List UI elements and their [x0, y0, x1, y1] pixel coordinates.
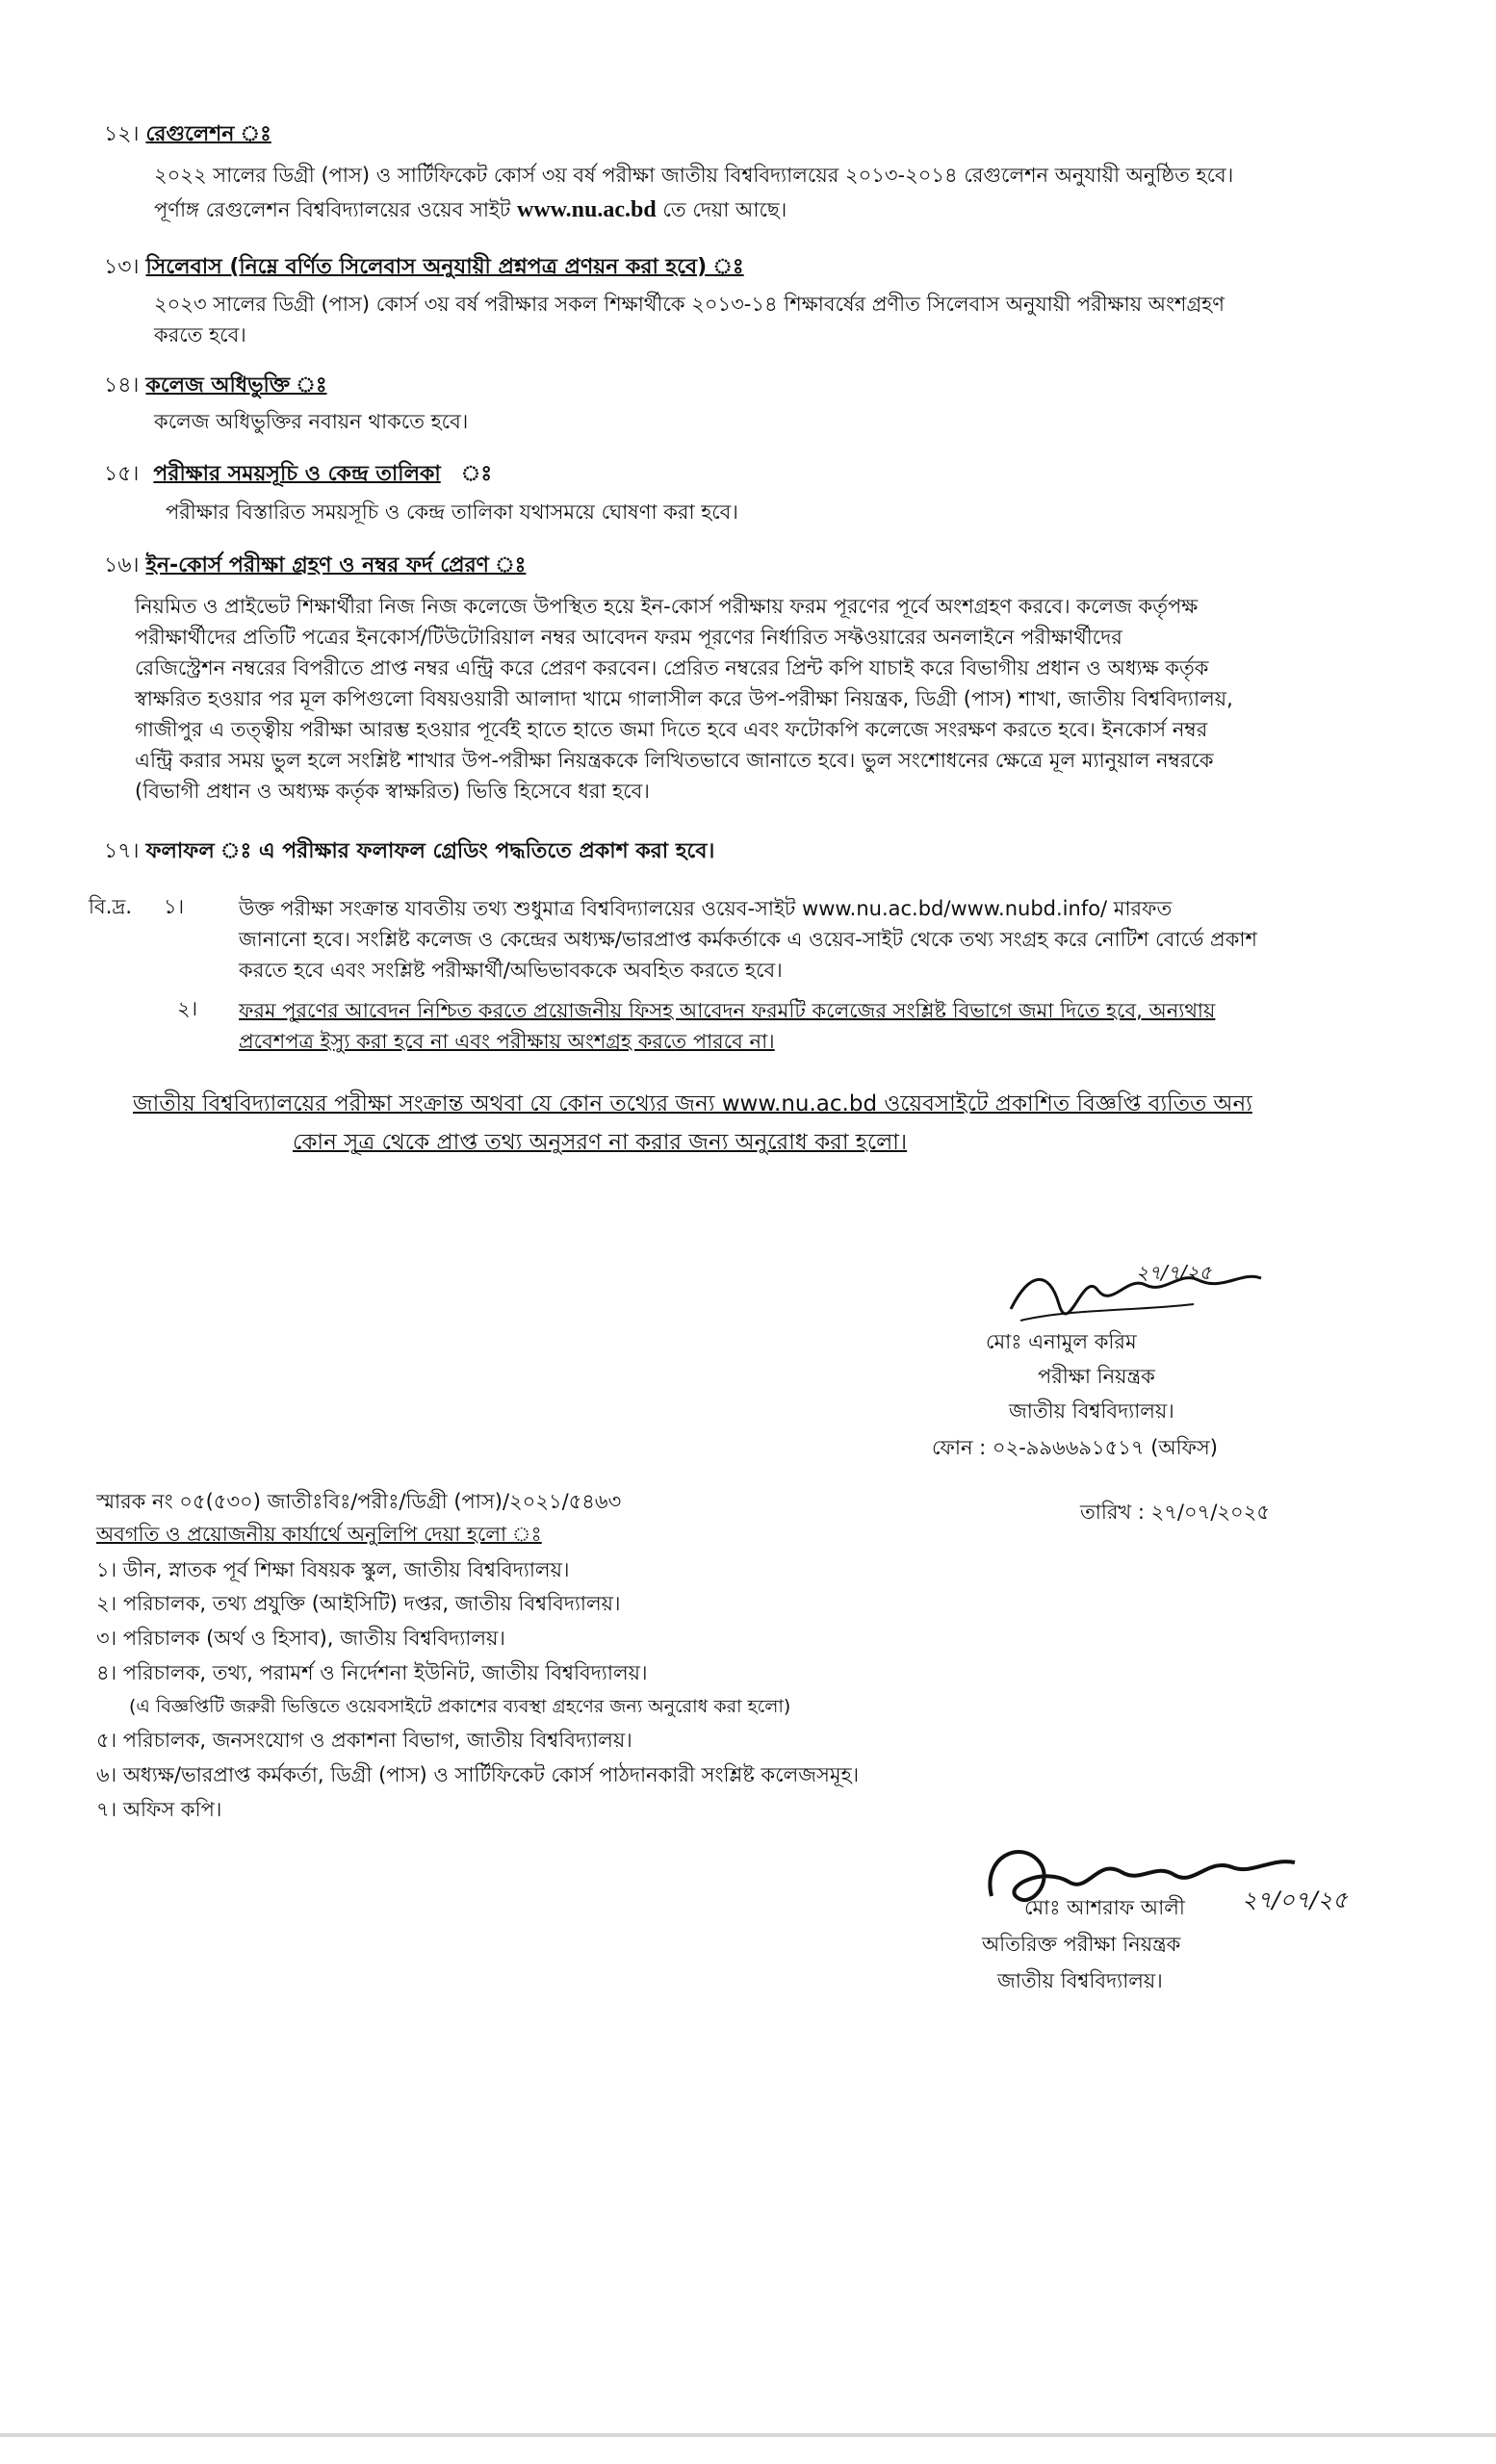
signature-2-date: ২৭/০৭/২৫	[1242, 1886, 1348, 1913]
section-number: ১৩।	[104, 255, 140, 279]
cc-item-3: ৩। পরিচালক (অর্থ ও হিসাব), জাতীয় বিশ্ববিদ্যালয়।	[96, 1627, 505, 1650]
note-1-line-1: উক্ত পরীক্ষা সংক্রান্ত যাবতীয় তথ্য শুধুমাত্র বিশ্ববিদ্যালয়ের ওয়েব-সাইট www.nu.ac.bd/www.nubd.info/ মারফত	[239, 897, 1173, 920]
signatory-1-phone: ফোন : ০২-৯৯৬৬৯১৫১৭ (অফিস)	[932, 1436, 1219, 1459]
note-1-line-3: করতে হবে এবং সংশ্লিষ্ট পরীক্ষার্থী/অভিভাবককে অবহিত করতে হবে।	[239, 959, 783, 982]
section-number: ১৭।	[104, 839, 140, 863]
section-number: ১৪।	[104, 373, 140, 398]
section-16-line-5: গাজীপুর এ তত্ত্বীয় পরীক্ষা আরম্ভ হওয়ার পূর্বেই হাতে হাতে জমা দিতে হবে এবং ফটোকপি কলেজে সংরক্ষণ করতে হবে। ইনকোর্স নম্বর	[135, 718, 1208, 741]
cc-item-7: ৭। অফিস কপি।	[96, 1798, 222, 1821]
section-16-line-4: স্বাক্ষরিত হওয়ার পর মূল কপিগুলো বিষয়ওয়ারী আলাদা খামে গালাসীল করে উপ-পরীক্ষা নিয়ন্ত্রক, ডিগ্রী (পাস) শাখা, জাতীয় বিশ্ববিদ্যালয়,	[135, 687, 1233, 710]
note-1-line-2: জানানো হবে। সংশ্লিষ্ট কলেজ ও কেন্দ্রের অধ্যক্ষ/ভারপ্রাপ্ত কর্মকর্তাকে এ ওয়েব-সাইট থেকে তথ্য সংগ্রহ করে নোটিশ বোর্ডে প্রকাশ	[239, 928, 1257, 951]
signatory-1-org: জাতীয় বিশ্ববিদ্যালয়।	[1009, 1399, 1174, 1423]
section-12-line-2	[154, 196, 787, 224]
section-16-line-7: (বিভাগী প্রধান ও অধ্যক্ষ কর্তৃক স্বাক্ষরিত) ভিত্তি হিসেবে ধরা হবে।	[135, 780, 650, 803]
note-1-number: ১।	[164, 895, 185, 918]
cc-item-1: ১। ডীন, স্নাতক পূর্ব শিক্ষা বিষয়ক স্কুল, জাতীয় বিশ্ববিদ্যালয়।	[96, 1558, 570, 1581]
cc-item-5: ৫। পরিচালক, জনসংযোগ ও প্রকাশনা বিভাগ, জাতীয় বিশ্ববিদ্যালয়।	[96, 1729, 632, 1752]
warning-line-1: জাতীয় বিশ্ববিদ্যালয়ের পরীক্ষা সংক্রান্ত অথবা যে কোন তথ্যের জন্য www.nu.ac.bd ওয়েবসাইটে প্রকাশিত বিজ্ঞপ্তি ব্যতিত অন্য	[133, 1091, 1252, 1116]
signatory-1-name: মোঃ এনামুল করিম	[986, 1330, 1137, 1353]
note-2-number: ২।	[177, 997, 198, 1020]
section-13-line-2: করতে হবে।	[154, 323, 246, 346]
section-13-heading	[104, 253, 744, 282]
cc-intro: অবগতি ও প্রয়োজনীয় কার্যার্থে অনুলিপি দেয়া হলো ঃ	[96, 1523, 542, 1546]
section-16-line-1: নিয়মিত ও প্রাইভেট শিক্ষার্থীরা নিজ নিজ কলেজে উপস্থিত হয়ে ইন-কোর্স পরীক্ষায় ফরম পূরণের পূর্বে অংশগ্রহণ করবে। কলেজ কর্তৃপক্ষ	[135, 595, 1199, 618]
section-title: রেগুলেশন ঃ	[145, 122, 271, 146]
section-13-line-1: ২০২৩ সালের ডিগ্রী (পাস) কোর্স ৩য় বর্ষ পরীক্ষার সকল শিক্ষার্থীকে ২০১৩-১৪ শিক্ষাবর্ষের প্রণীত সিলেবাস অনুযায়ী পরীক্ষায় অংশগ্রহণ	[154, 293, 1225, 316]
cc-item-6: ৬। অধ্যক্ষ/ভারপ্রাপ্ত কর্মকর্তা, ডিগ্রী (পাস) ও সার্টিফিকেট কোর্স পাঠদানকারী সংশ্লিষ্ট কলেজসমূহ।	[96, 1763, 860, 1786]
memo-reference: স্মারক নং ০৫(৫৩০) জাতীঃবিঃ/পরীঃ/ডিগ্রী (পাস)/২০২১/৫৪৬৩	[96, 1490, 622, 1513]
section-15-line-1: পরীক্ষার বিস্তারিত সময়সূচি ও কেন্দ্র তালিকা যথাসময়ে ঘোষণা করা হবে।	[166, 500, 738, 524]
signature-1	[992, 1251, 1280, 1338]
section-14-line-1: কলেজ অধিভুক্তির নবায়ন থাকতে হবে।	[154, 410, 469, 433]
signatory-2-title: অতিরিক্ত পরীক্ষা নিয়ন্ত্রক	[982, 1933, 1181, 1956]
signatory-1-title: পরীক্ষা নিয়ন্ত্রক	[1038, 1365, 1155, 1388]
cc-item-4-note: (এ বিজ্ঞপ্তিটি জরুরী ভিত্তিতে ওয়েবসাইটে প্রকাশের ব্যবস্থা গ্রহণের জন্য অনুরোধ করা হলো)	[129, 1696, 791, 1717]
section-number: ১৫।	[104, 462, 140, 486]
section-title: সিলেবাস (নিম্নে বর্ণিত সিলেবাস অনুযায়ী প্রশ্নপত্র প্রণয়ন করা হবে) ঃ	[145, 255, 744, 279]
section-12-line-1: ২০২২ সালের ডিগ্রী (পাস) ও সার্টিফিকেট কোর্স ৩য় বর্ষ পরীক্ষা জাতীয় বিশ্ববিদ্যালয়ের ২০১৩-২০১৪ রেগুলেশন অনুযায়ী অনুষ্ঠিত হবে।	[154, 164, 1234, 187]
note-2-line-2: প্রবেশপত্র ইস্যু করা হবে না এবং পরীক্ষায় অংশগ্রহ করতে পারবে না।	[239, 1030, 775, 1053]
section-14-heading	[104, 372, 327, 400]
cc-item-4: ৪। পরিচালক, তথ্য, পরামর্শ ও নির্দেশনা ইউনিট, জাতীয় বিশ্ববিদ্যালয়।	[96, 1661, 648, 1684]
cc-item-2: ২। পরিচালক, তথ্য প্রযুক্তি (আইসিটি) দপ্তর, জাতীয় বিশ্ববিদ্যালয়।	[96, 1592, 621, 1615]
signature-1-date: ২৭/৭/২৫	[1136, 1261, 1212, 1284]
section-title: পরীক্ষার সময়সূচি ও কেন্দ্র তালিকা	[153, 462, 441, 486]
text-span: তে দেয়া আছে।	[662, 198, 787, 221]
scan-border	[0, 2433, 1496, 2437]
section-17-text: ফলাফল ঃ এ পরীক্ষার ফলাফল গ্রেডিং পদ্ধতিতে প্রকাশ করা হবে।	[145, 839, 715, 863]
section-title-suffix: ঃ	[460, 462, 493, 486]
section-title: কলেজ অধিভুক্তি ঃ	[145, 373, 327, 398]
section-15-heading	[104, 460, 492, 489]
signatory-2-name: মোঃ আশরাফ আলী	[1024, 1896, 1185, 1919]
section-17	[104, 837, 714, 866]
text-span: পূর্ণাঙ্গ রেগুলেশন বিশ্ববিদ্যালয়ের ওয়েব সাইট	[154, 198, 511, 221]
website-url[interactable]: www.nu.ac.bd	[516, 197, 657, 222]
section-16-line-2: পরীক্ষার্থীদের প্রতিটি পত্রের ইনকোর্স/টিউটোরিয়াল নম্বর আবেদন ফরম পূরণের নির্ধারিত সফ্টওয়ারের অনলাইনে পরীক্ষার্থীদের	[135, 626, 1122, 649]
section-number: ১২।	[104, 122, 140, 146]
section-number: ১৬।	[104, 553, 140, 578]
section-16-line-6: এন্ট্রি করার সময় ভুল হলে সংশ্লিষ্ট শাখার উপ-পরীক্ষা নিয়ন্ত্রককে লিখিতভাবে জানাতে হবে। ভুল সংশোধনের ক্ষেত্রে মূল ম্যানুয়াল নম্বরকে	[135, 749, 1214, 772]
section-title: ইন-কোর্স পরীক্ষা গ্রহণ ও নম্বর ফর্দ প্রেরণ ঃ	[145, 553, 527, 578]
warning-line-2: কোন সূত্র থেকে প্রাপ্ত তথ্য অনুসরণ না করার জন্য অনুরোধ করা হলো।	[293, 1130, 908, 1155]
section-12-heading	[104, 120, 271, 149]
note-2-line-1: ফরম পূরণের আবেদন নিশ্চিত করতে প্রয়োজনীয় ফিসহ আবেদন ফরমটি কলেজের সংশ্লিষ্ট বিভাগে জমা দিতে হবে, অন্যথায়	[239, 999, 1216, 1022]
section-16-line-3: রেজিস্ট্রেশন নম্বরের বিপরীতে প্রাপ্ত নম্বর এন্ট্রি করে প্রেরণ করবেন। প্রেরিত নম্বরের প্রিন্ট কপি যাচাই করে বিভাগীয় প্রধান ও অধ্যক্ষ কর্তৃক	[135, 656, 1209, 680]
signatory-2-org: জাতীয় বিশ্ববিদ্যালয়।	[997, 1969, 1163, 1992]
memo-date: তারিখ : ২৭/০৭/২০২৫	[1080, 1501, 1270, 1524]
section-16-heading	[104, 552, 526, 580]
note-label: বি.দ্র.	[89, 895, 133, 918]
